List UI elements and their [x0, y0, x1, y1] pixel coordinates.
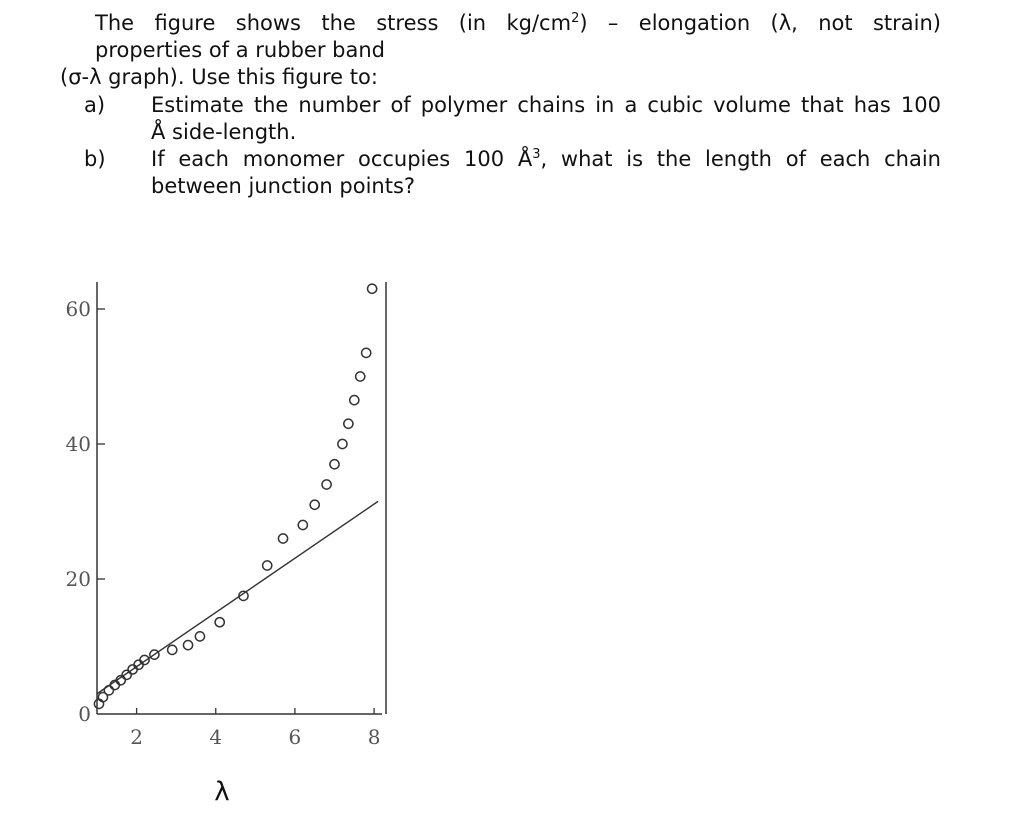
intro-line-1: The figure shows the stress (in $kg/cm^2$) – elongation (λ, not strain) — [95, 11, 941, 35]
data-point — [338, 439, 347, 448]
question-a-label: a) — [84, 93, 106, 117]
data-point — [330, 460, 339, 469]
x-tick-label: 4 — [209, 725, 223, 749]
question-b-line-2: between junction points? — [151, 174, 416, 198]
data-point — [368, 284, 377, 293]
y-tick-label: 60 — [65, 297, 91, 321]
intro-line-3: (σ-λ graph). Use this figure to: — [60, 65, 378, 89]
x-tick-label: 2 — [130, 725, 143, 749]
chart-fit-line — [97, 501, 378, 693]
data-point — [350, 396, 359, 405]
fit-line — [97, 501, 378, 693]
data-point — [356, 372, 365, 381]
y-tick-label: 20 — [65, 567, 91, 591]
problem-intro — [95, 10, 941, 64]
data-point — [298, 520, 307, 529]
chart-points — [94, 284, 376, 708]
data-point — [140, 655, 149, 664]
intro-line-2: properties of a rubber band — [95, 38, 385, 62]
y-tick-label: 40 — [65, 432, 91, 456]
data-point — [263, 561, 272, 570]
question-b-line-1: If each monomer occupies 100 $Å^3$, what is the length of each chain — [151, 147, 941, 171]
data-point — [168, 645, 177, 654]
data-point — [278, 534, 287, 543]
data-point — [322, 480, 331, 489]
data-point — [104, 686, 113, 695]
question-b-label: b) — [84, 147, 106, 171]
y-tick-label: 0 — [78, 702, 91, 726]
data-point — [183, 641, 192, 650]
data-point — [362, 348, 371, 357]
stress-elongation-chart — [40, 262, 440, 822]
data-point — [195, 632, 204, 641]
x-axis-label: λ — [214, 777, 230, 807]
data-point — [215, 618, 224, 627]
data-point — [344, 419, 353, 428]
chart-axes — [97, 282, 386, 714]
question-a-line-1: Estimate the number of polymer chains in a cubic volume that has 100 — [151, 93, 941, 117]
x-tick-label: 6 — [288, 725, 302, 749]
x-tick-label: 8 — [367, 725, 381, 749]
question-a-line-2: Å side-length. — [151, 120, 297, 144]
data-point — [310, 500, 319, 509]
